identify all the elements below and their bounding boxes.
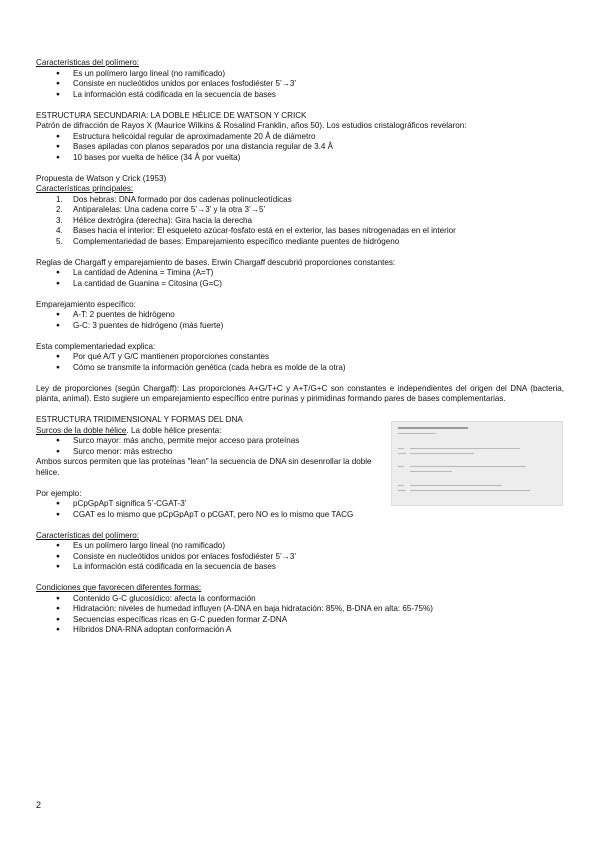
list-item: ● Contenido G-C glucosídico: afecta la conformación	[56, 594, 564, 605]
list-item: ● Hidratación: niveles de humedad influyen (A-DNA en baja hidratación: 85%, B-DNA en alta: 65-75%)	[56, 604, 564, 615]
xray-list	[36, 132, 564, 164]
polymer-heading-2: Características del polímero:	[36, 530, 140, 540]
watson-crick-proposal: Propuesta de Watson y Crick (1953)	[36, 173, 167, 183]
list-item: ● Estructura helicoidal regular de aproximadamente 20 Å de diámetro	[56, 132, 564, 143]
list-item: ● La información está codificada en la secuencia de bases	[56, 562, 564, 573]
principal-list	[36, 195, 564, 248]
list-item: 4. Bases hacia el interior: El esqueleto azúcar-fosfato está en el exterior, las bases nitrogenadas en el interior	[56, 226, 456, 235]
grooves-intro: Surcos de la doble hélice. La doble hélice presenta:	[36, 425, 222, 435]
pairing-list	[36, 310, 564, 331]
list-item: ● La cantidad de Adenina = Timina (A=T)	[56, 268, 564, 279]
list-item: ● Por qué A/T y G/C mantienen proporciones constantes	[56, 352, 564, 363]
list-item: ● Secuencias específicas ricas en G-C pueden formar Z-DNA	[56, 615, 564, 626]
polymer-list-2	[36, 541, 564, 573]
secondary-structure-title: ESTRUCTURA SECUNDARIA: LA DOBLE HÉLICE DE WATSON Y CRICK	[36, 110, 307, 120]
conditions-heading: Condiciones que favorecen diferentes formas:	[36, 583, 202, 592]
list-item: 3. Hélice dextrógira (derecha): Gira hacia la derecha	[56, 215, 253, 225]
list-item: ● Surco menor: más estrecho	[56, 447, 381, 458]
conditions-list	[36, 594, 564, 636]
pairing-heading: Emparejamiento específico:	[36, 299, 136, 309]
chargaff-list	[36, 268, 564, 289]
polymer-list	[36, 69, 564, 101]
list-item: ● Consiste en nucleótidos unidos por enlaces fosfodiéster 5’→3’	[56, 79, 564, 90]
list-item: ● Híbridos DNA-RNA adoptan conformación A	[56, 625, 564, 636]
example-heading: Por ejemplo:	[36, 488, 82, 498]
list-item: 5. Complementariedad de bases: Emparejamiento específico mediante puentes de hidrógeno	[56, 236, 400, 246]
list-item: ● Es un polímero largo lineal (no ramificado)	[56, 69, 564, 80]
list-item: 2. Antiparalelas: Una cadena corre 5’→3’ y la otra 3’→5’	[56, 205, 266, 214]
page-number: 2	[36, 800, 42, 810]
explains-list	[36, 352, 564, 373]
list-item: ● G-C: 3 puentes de hidrógeno (más fuerte)	[56, 321, 564, 332]
chargaff-intro: Reglas de Chargaff y emparejamiento de bases. Erwin Chargaff descubrió proporciones constantes:	[36, 257, 396, 267]
list-item: ● Surco mayor: más ancho, permite mejor acceso para proteínas	[56, 436, 381, 447]
list-item: ● pCpGpApT significa 5’-CGAT-3’	[56, 499, 564, 510]
list-item: ● Es un polímero largo lineal (no ramificado)	[56, 541, 564, 552]
grooves-note: Ambos surcos permiten que las proteínas "lean" la secuencia de DNA sin desenrollar la doble hélice.	[36, 457, 372, 477]
document-page	[36, 58, 564, 636]
proportions-law: Ley de proporciones (según Chargaff): Las proporciones A+G/T+C y A+T/G+C son constantes e independientes del origen del DNA (bacteria, planta, animal). Esto sugiere un emparejamiento específico entre purinas y pirimidinas formando pares de bases complementarias.	[36, 383, 564, 403]
list-item: ● Bases apiladas con planos separados por una distancia regular de 3.4 Å	[56, 142, 564, 153]
list-item: ● 10 bases por vuelta de hélice (34 Å por vuelta)	[56, 153, 564, 164]
tridimensional-title: ESTRUCTURA TRIDIMENSIONAL Y FORMAS DEL DNA	[36, 415, 243, 424]
polymer-heading: Características del polímero:	[36, 58, 140, 67]
list-item: ● La cantidad de Guanina = Citosina (G=C)	[56, 279, 564, 290]
list-item: ● A-T: 2 puentes de hidrógeno	[56, 310, 564, 321]
list-item: ● CGAT es lo mismo que pCpGpApT o pCGAT, pero NO es lo mismo que TACG	[56, 510, 564, 521]
principal-heading: Características principales:	[36, 184, 134, 193]
list-item: ● Cómo se transmite la información genética (cada hebra es molde de la otra)	[56, 363, 564, 374]
explains-heading: Esta complementariedad explica:	[36, 341, 156, 351]
list-item: ● Consiste en nucleótidos unidos por enlaces fosfodiéster 5’→3’	[56, 552, 564, 563]
example-list	[36, 499, 564, 520]
list-item: 1. Dos hebras: DNA formado por dos cadenas polinucleotídicas	[56, 194, 292, 204]
tridimensional-section	[36, 415, 564, 478]
embedded-screenshot-image	[391, 421, 563, 506]
xray-intro: Patrón de difracción de Rayos X (Maurice Wilkins & Rosalind Franklin, años 50). Los estudios cristalográficos revelaron:	[36, 121, 467, 130]
list-item: ● La información está codificada en la secuencia de bases	[56, 90, 564, 101]
grooves-list	[36, 436, 381, 457]
